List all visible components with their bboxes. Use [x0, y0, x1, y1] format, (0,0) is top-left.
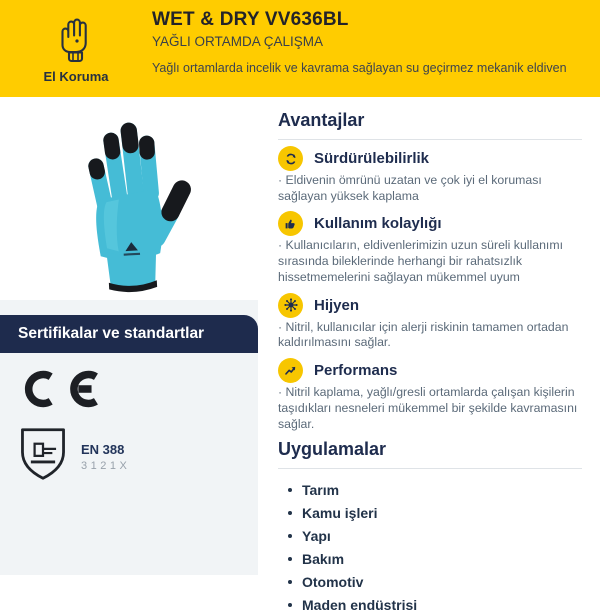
category-block — [0, 0, 152, 97]
ce-mark — [18, 369, 258, 414]
right-column — [258, 97, 600, 584]
advantage-description: · Nitril kaplama, yağlı/gresli ortamlarda çalışan kişilerin taşıdıkları nesneleri mükemmel bir şekilde kavramasını sağlar. — [278, 385, 582, 432]
advantage-description: · Kullanıcıların, eldivenlerimizin uzun süreli kullanımı sırasında bileklerinde herhangi bir rahatsızlık hissetmemelerini sağlayan mükemmel uyum — [278, 238, 582, 285]
content — [0, 97, 600, 584]
applications-heading: Uygulamalar — [278, 439, 582, 469]
application-item: Tarım — [288, 478, 582, 501]
bullet-icon — [288, 580, 292, 584]
standard-rating: 3121X — [81, 460, 130, 472]
advantages-list — [278, 146, 582, 432]
thumbs-up-icon — [278, 211, 303, 236]
advantage-item — [278, 146, 582, 204]
en388-labels — [81, 442, 130, 472]
applications-list — [278, 478, 582, 616]
bullet-icon — [288, 557, 292, 561]
bullet-icon — [288, 603, 292, 607]
header — [0, 0, 600, 97]
application-item: Bakım — [288, 547, 582, 570]
category-label: El Koruma — [43, 69, 108, 84]
standard-en388 — [18, 426, 258, 487]
advantages-heading: Avantajlar — [278, 110, 582, 140]
advantage-item — [278, 211, 582, 285]
advantage-description: · Nitril, kullanıcılar için alerji riskinin tamamen ortadan kaldırılmasını sağlar. — [278, 320, 582, 351]
advantage-title: Performans — [314, 362, 397, 379]
bullet-icon — [288, 511, 292, 515]
advantage-title: Sürdürülebilirlik — [314, 150, 429, 167]
glove-image — [45, 103, 213, 295]
application-item: Otomotiv — [288, 570, 582, 593]
bullet-icon — [288, 534, 292, 538]
product-title: WET & DRY VV636BL — [152, 9, 600, 31]
advantage-item — [278, 293, 582, 351]
application-item: Maden endüstrisi — [288, 593, 582, 616]
allergen-icon — [278, 293, 303, 318]
certificates-panel — [0, 300, 258, 575]
header-text — [152, 0, 600, 97]
left-column — [0, 97, 258, 584]
en388-mechanical-risk-icon — [18, 426, 68, 487]
hand-protection-icon — [55, 17, 97, 63]
application-item: Yapı — [288, 524, 582, 547]
trend-up-icon — [278, 358, 303, 383]
product-description: Yağlı ortamlarda incelik ve kavrama sağlayan su geçirmez mekanik eldiven — [152, 61, 600, 75]
product-subtitle: YAĞLI ORTAMDA ÇALIŞMA — [152, 34, 600, 49]
application-item: Kamu işleri — [288, 501, 582, 524]
advantage-title: Kullanım kolaylığı — [314, 215, 442, 232]
certificates-banner: Sertifikalar ve standartlar — [0, 315, 258, 353]
product-image — [0, 97, 258, 300]
standard-name: EN 388 — [81, 442, 130, 457]
bullet-icon — [288, 488, 292, 492]
advantage-description: · Eldivenin ömrünü uzatan ve çok iyi el koruması sağlayan yüksek kaplama — [278, 173, 582, 204]
advantage-title: Hijyen — [314, 297, 359, 314]
sustainability-icon — [278, 146, 303, 171]
advantage-item — [278, 358, 582, 432]
